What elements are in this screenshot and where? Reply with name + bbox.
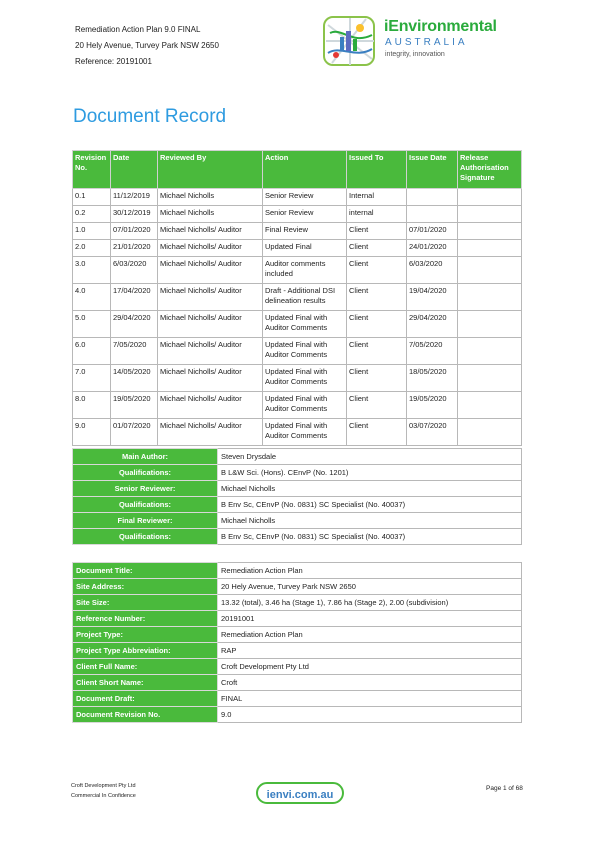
- table-row: [73, 513, 522, 529]
- footer-company-info: [71, 781, 136, 801]
- field-value: RAP: [218, 643, 522, 659]
- table-row: [73, 419, 522, 446]
- field-value: B Env Sc, CEnvP (No. 0831) SC Specialist (No. 40037): [218, 497, 522, 513]
- table-row: [73, 643, 522, 659]
- table-row: [73, 449, 522, 465]
- table-row: [73, 240, 522, 257]
- issue-date-cell: 07/01/2020: [407, 223, 458, 240]
- issue-date-cell: 03/07/2020: [407, 419, 458, 446]
- reviewed-by-cell: Michael Nicholls/ Auditor: [158, 365, 263, 392]
- revision-cell: 9.0: [73, 419, 111, 446]
- date-cell: 30/12/2019: [111, 206, 158, 223]
- date-cell: 29/04/2020: [111, 311, 158, 338]
- reviewed-by-cell: Michael Nicholls/ Auditor: [158, 392, 263, 419]
- table-row: [73, 529, 522, 545]
- date-cell: 01/07/2020: [111, 419, 158, 446]
- col-header-action: Action: [263, 151, 347, 189]
- table-row: [73, 206, 522, 223]
- field-label: Main Author:: [73, 449, 218, 465]
- date-cell: 14/05/2020: [111, 365, 158, 392]
- reviewed-by-cell: Michael Nicholls/ Auditor: [158, 338, 263, 365]
- issue-date-cell: 7/05/2020: [407, 338, 458, 365]
- reviewed-by-cell: Michael Nicholls: [158, 189, 263, 206]
- table-row: [73, 691, 522, 707]
- table-row: [73, 579, 522, 595]
- revision-cell: 2.0: [73, 240, 111, 257]
- revision-cell: 6.0: [73, 338, 111, 365]
- header-info: [75, 22, 219, 70]
- field-value: 20 Hely Avenue, Turvey Park NSW 2650: [218, 579, 522, 595]
- reviewed-by-cell: Michael Nicholls/ Auditor: [158, 223, 263, 240]
- page-title: Document Record: [73, 106, 227, 127]
- company-logo: [322, 15, 522, 69]
- signature-cell: [458, 338, 522, 365]
- field-value: B L&W Sci. (Hons). CEnvP (No. 1201): [218, 465, 522, 481]
- field-label: Reference Number:: [73, 611, 218, 627]
- revision-cell: 5.0: [73, 311, 111, 338]
- signature-cell: [458, 189, 522, 206]
- table-row: [73, 611, 522, 627]
- table-row: [73, 627, 522, 643]
- action-cell: Updated Final with Auditor Comments: [263, 365, 347, 392]
- table-row: [73, 707, 522, 723]
- action-cell: Final Review: [263, 223, 347, 240]
- reviewed-by-cell: Michael Nicholls/ Auditor: [158, 311, 263, 338]
- field-value: Steven Drysdale: [218, 449, 522, 465]
- revision-cell: 3.0: [73, 257, 111, 284]
- field-label: Qualifications:: [73, 465, 218, 481]
- field-value: Michael Nicholls: [218, 513, 522, 529]
- header-doc-title: Remediation Action Plan 9.0 FINAL: [75, 25, 201, 34]
- table-row: [73, 481, 522, 497]
- issued-to-cell: Client: [347, 223, 407, 240]
- logo-tagline: integrity, innovation: [385, 51, 445, 58]
- date-cell: 21/01/2020: [111, 240, 158, 257]
- action-cell: Senior Review: [263, 206, 347, 223]
- table-row: [73, 563, 522, 579]
- table-row: [73, 675, 522, 691]
- field-label: Client Short Name:: [73, 675, 218, 691]
- field-label: Document Draft:: [73, 691, 218, 707]
- revision-cell: 0.2: [73, 206, 111, 223]
- reviewed-by-cell: Michael Nicholls: [158, 206, 263, 223]
- signature-cell: [458, 311, 522, 338]
- signature-cell: [458, 223, 522, 240]
- field-label: Qualifications:: [73, 497, 218, 513]
- reviewed-by-cell: Michael Nicholls/ Auditor: [158, 257, 263, 284]
- action-cell: Updated Final with Auditor Comments: [263, 338, 347, 365]
- field-label: Senior Reviewer:: [73, 481, 218, 497]
- signature-cell: [458, 206, 522, 223]
- date-cell: 07/01/2020: [111, 223, 158, 240]
- document-record-table: [72, 150, 522, 446]
- field-value: Remediation Action Plan: [218, 563, 522, 579]
- reviewed-by-cell: Michael Nicholls/ Auditor: [158, 419, 263, 446]
- table-row: [73, 223, 522, 240]
- issue-date-cell: [407, 206, 458, 223]
- logo-country: AUSTRALIA: [385, 37, 468, 48]
- date-cell: 6/03/2020: [111, 257, 158, 284]
- issued-to-cell: Internal: [347, 189, 407, 206]
- page-number: Page 1 of 68: [486, 785, 523, 792]
- date-cell: 7/05/2020: [111, 338, 158, 365]
- field-value: 9.0: [218, 707, 522, 723]
- field-value: Michael Nicholls: [218, 481, 522, 497]
- field-label: Project Type Abbreviation:: [73, 643, 218, 659]
- table-row: [73, 189, 522, 206]
- header-address: 20 Hely Avenue, Turvey Park NSW 2650: [75, 41, 219, 50]
- issue-date-cell: 24/01/2020: [407, 240, 458, 257]
- revision-cell: 1.0: [73, 223, 111, 240]
- signature-cell: [458, 257, 522, 284]
- issued-to-cell: Client: [347, 240, 407, 257]
- field-label: Client Full Name:: [73, 659, 218, 675]
- revision-cell: 7.0: [73, 365, 111, 392]
- table-row: [73, 392, 522, 419]
- table-row: [73, 311, 522, 338]
- revision-cell: 0.1: [73, 189, 111, 206]
- date-cell: 11/12/2019: [111, 189, 158, 206]
- field-value: Croft Development Pty Ltd: [218, 659, 522, 675]
- revision-cell: 8.0: [73, 392, 111, 419]
- field-label: Project Type:: [73, 627, 218, 643]
- signature-cell: [458, 419, 522, 446]
- field-value: 20191001: [218, 611, 522, 627]
- project-details-table: [72, 562, 522, 723]
- action-cell: Auditor comments included: [263, 257, 347, 284]
- city-map-grid-logo-icon: [322, 15, 378, 69]
- field-label: Final Reviewer:: [73, 513, 218, 529]
- reviewed-by-cell: Michael Nicholls/ Auditor: [158, 240, 263, 257]
- action-cell: Draft - Additional DSI delineation results: [263, 284, 347, 311]
- action-cell: Updated Final with Auditor Comments: [263, 311, 347, 338]
- field-value: B Env Sc, CEnvP (No. 0831) SC Specialist (No. 40037): [218, 529, 522, 545]
- table-row: [73, 365, 522, 392]
- logo-brand-name: iEnvironmental: [384, 18, 497, 35]
- header-reference: Reference: 20191001: [75, 57, 152, 66]
- field-label: Document Title:: [73, 563, 218, 579]
- table-row: [73, 257, 522, 284]
- field-value: Remediation Action Plan: [218, 627, 522, 643]
- issued-to-cell: Client: [347, 338, 407, 365]
- date-cell: 17/04/2020: [111, 284, 158, 311]
- table-row: [73, 338, 522, 365]
- col-header-release-signature: Release Authorisation Signature: [458, 151, 522, 189]
- table-row: [73, 659, 522, 675]
- col-header-issue-date: Issue Date: [407, 151, 458, 189]
- issue-date-cell: 19/05/2020: [407, 392, 458, 419]
- table-row: [73, 284, 522, 311]
- issued-to-cell: Client: [347, 284, 407, 311]
- field-value: FINAL: [218, 691, 522, 707]
- action-cell: Updated Final with Auditor Comments: [263, 392, 347, 419]
- table-row: [73, 497, 522, 513]
- field-label: Site Size:: [73, 595, 218, 611]
- issued-to-cell: Client: [347, 419, 407, 446]
- col-header-date: Date: [111, 151, 158, 189]
- action-cell: Senior Review: [263, 189, 347, 206]
- issue-date-cell: 18/05/2020: [407, 365, 458, 392]
- reviewed-by-cell: Michael Nicholls/ Auditor: [158, 284, 263, 311]
- field-value: Croft: [218, 675, 522, 691]
- col-header-revision: Revision No.: [73, 151, 111, 189]
- table-row: [73, 465, 522, 481]
- field-label: Document Revision No.: [73, 707, 218, 723]
- issued-to-cell: Client: [347, 257, 407, 284]
- signature-cell: [458, 284, 522, 311]
- issued-to-cell: Client: [347, 365, 407, 392]
- signature-cell: [458, 240, 522, 257]
- signature-cell: [458, 392, 522, 419]
- footer-company: Croft Development Pty Ltd: [71, 783, 136, 789]
- field-value: 13.32 (total), 3.46 ha (Stage 1), 7.86 ha (Stage 2), 2.00 (subdivision): [218, 595, 522, 611]
- col-header-reviewed-by: Reviewed By: [158, 151, 263, 189]
- field-label: Qualifications:: [73, 529, 218, 545]
- authors-table: [72, 448, 522, 545]
- revision-cell: 4.0: [73, 284, 111, 311]
- issue-date-cell: 19/04/2020: [407, 284, 458, 311]
- issued-to-cell: internal: [347, 206, 407, 223]
- table-row: [73, 595, 522, 611]
- issued-to-cell: Client: [347, 311, 407, 338]
- issued-to-cell: Client: [347, 392, 407, 419]
- signature-cell: [458, 365, 522, 392]
- issue-date-cell: 6/03/2020: [407, 257, 458, 284]
- record-table-header-row: [73, 151, 522, 189]
- issue-date-cell: [407, 189, 458, 206]
- col-header-issued-to: Issued To: [347, 151, 407, 189]
- footer-website-link[interactable]: ienvi.com.au: [256, 782, 344, 804]
- field-label: Site Address:: [73, 579, 218, 595]
- date-cell: 19/05/2020: [111, 392, 158, 419]
- action-cell: Updated Final: [263, 240, 347, 257]
- issue-date-cell: 29/04/2020: [407, 311, 458, 338]
- footer-confidential: Commercial In Confidence: [71, 793, 136, 799]
- action-cell: Updated Final with Auditor Comments: [263, 419, 347, 446]
